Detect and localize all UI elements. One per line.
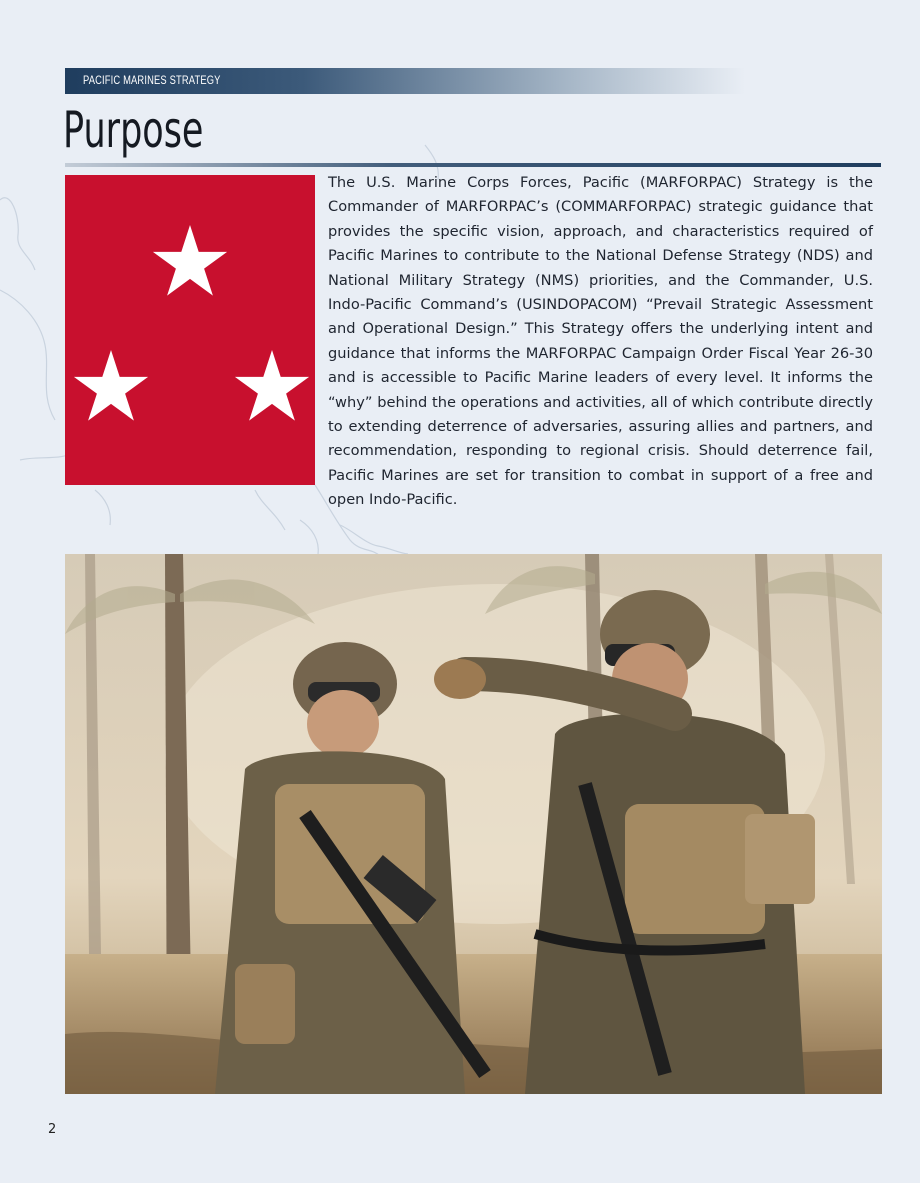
section-header-band [65, 68, 745, 94]
star-icon [74, 350, 148, 421]
title-divider [65, 163, 881, 167]
page-number: 2 [48, 1122, 57, 1137]
major-general-flag [65, 175, 315, 485]
star-icon [235, 350, 309, 421]
marines-field-photo [65, 554, 882, 1094]
page-title: Purpose [63, 101, 204, 159]
section-label: PACIFIC MARINES STRATEGY [83, 73, 221, 87]
purpose-paragraph: The U.S. Marine Corps Forces, Pacific (MARFORPAC) Strategy is the Commander of MARFORPAC’s (COMMARFORPAC) strategic guidance that provides the specific vision, approach, and characteristics required of Pacific Marines to contribute to the National Defense Strategy (NDS) and National Military Strategy (NMS) priorities, and the Commander, U.S. Indo-Pacific Command’s (USINDOPACOM) “Prevail Strategic Assessment and Operational Design.” This Strategy offers the underlying intent and guidance that informs the MARFORPAC Campaign Order Fiscal Year 26-30 and is accessible to Pacific Marine leaders of every level. It informs the “why” behind the operations and activities, all of which contribute directly to extending deterrence of adversaries, assuring allies and partners, and recommendation, responding to regional crisis. Should deterrence fail, Pacific Marines are set for transition to combat in support of a free and open Indo-Pacific. [328, 174, 873, 509]
star-icon [153, 225, 227, 296]
